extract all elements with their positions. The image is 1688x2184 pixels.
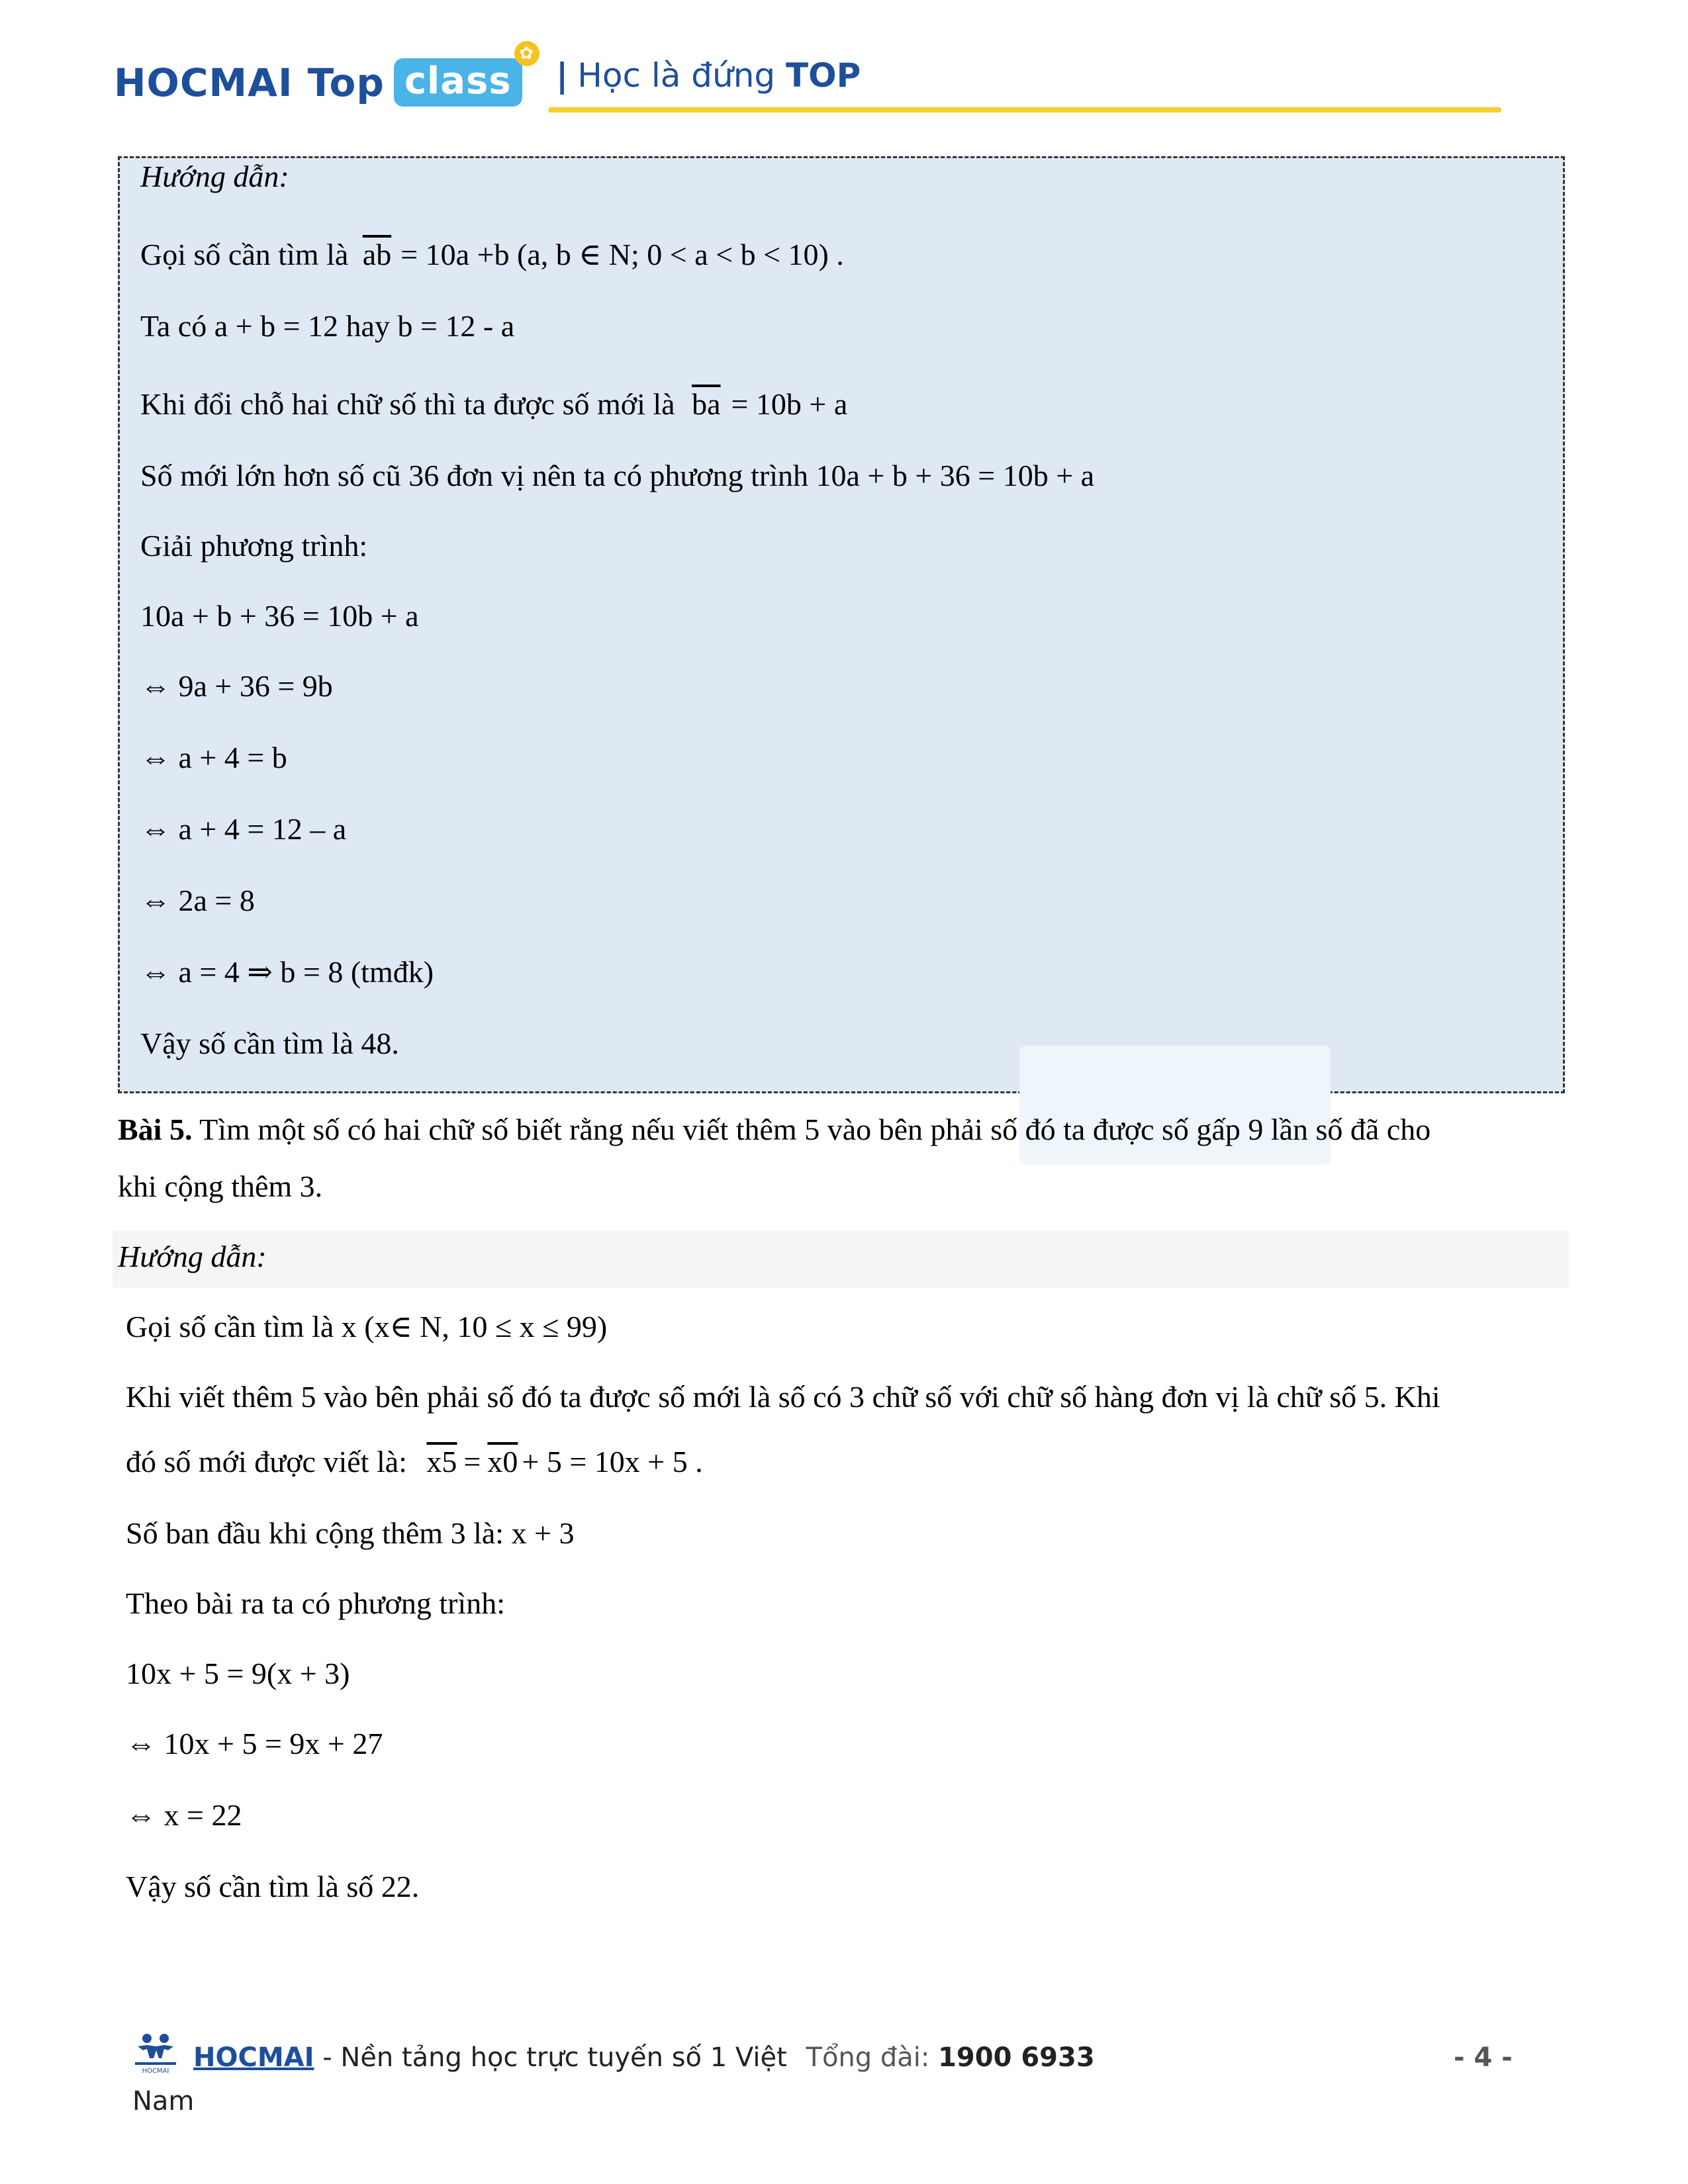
solution-line-2: Ta có a + b = 12 hay b = 12 - a [140,309,515,343]
solution-line-7: ⇔ 9a + 36 = 9b [140,669,333,703]
logo-class-text: class [404,60,512,103]
p5-line-1: Gọi số cần tìm là x (x∈ N, 10 ≤ x ≤ 99) [126,1310,608,1343]
problem-text: Tìm một số có hai chữ số biết rằng nếu viết thêm 5 vào bên phải số đó ta được số gấp 9 lần số đã cho [199,1113,1431,1146]
p5-line-3 [126,1447,703,1477]
p5-line-4: Số ban đầu khi cộng thêm 3 là: x + 3 [126,1516,575,1550]
solution-line-9: ⇔ a + 4 = 12 – a [140,812,347,846]
footer-line-2: Nam [132,2086,195,2116]
solution-line-11: ⇔ a = 4 ⇒ b = 8 (tmđk) [140,955,434,989]
hint-title-5: Hướng dẫn: [118,1240,267,1273]
problem-5-line-2: khi cộng thêm 3. [118,1169,323,1203]
p5-line-7: ⇔ 10x + 5 = 9x + 27 [126,1727,383,1760]
header-tagline [556,56,861,95]
star-icon: ✿ [514,41,539,66]
footer-line [193,2042,1095,2073]
overline-ba: $\overline{ba}$ [692,387,721,421]
header-underline [548,107,1501,113]
solution-line-1 [140,240,844,270]
text: = [463,1445,481,1479]
solution-line-5: Giải phương trình: [140,529,368,563]
problem-5-line-1 [118,1115,1430,1145]
problem-label: Bài 5. [118,1113,193,1146]
text: đó số mới được viết là: [126,1445,407,1479]
overline-x0: x0 [487,1445,518,1479]
solution-line-3 [140,389,847,420]
p5-line-9: Vậy số cần tìm là số 22. [126,1870,420,1903]
divider-bar: | [556,56,569,95]
text: Khi đổi chỗ hai chữ số thì ta được số mới là [140,387,675,421]
overline-ab: $\overline{ab}$ [362,238,392,271]
tagline-highlight: TOP [786,56,861,95]
logo-top-text: Top [307,60,385,105]
p5-line-6: 10x + 5 = 9(x + 3) [126,1657,350,1690]
tagline-prefix: Học là đứng [577,56,776,95]
text: Gọi số cần tìm là [140,238,349,271]
logo-class-badge [394,44,535,107]
text: + 5 = 10x + 5 . [522,1445,703,1479]
hotline-number: 1900 6933 [938,2042,1095,2073]
text: = 10b + a [731,387,848,421]
text: = 10a +b (a, b ∈ N; 0 < a < b < 10) . [400,238,844,271]
p5-line-8: ⇔ x = 22 [126,1798,242,1832]
solution-line-8: ⇔ a + 4 = b [140,741,287,774]
hint-title-band [113,1231,1569,1288]
page-number: - 4 - [1454,2042,1513,2073]
hocmai-topclass-logo [114,44,535,107]
logo-main-text: HOCMAI [114,60,293,105]
watermark [1019,1046,1331,1165]
p5-line-5: Theo bài ra ta có phương trình: [126,1586,505,1620]
solution-line-6: 10a + b + 36 = 10b + a [140,599,419,633]
hotline-label: Tổng đài: [806,2042,930,2073]
hocmai-people-icon [132,2032,179,2075]
icon-label: HOCMAI [142,2068,169,2075]
p5-line-2: Khi viết thêm 5 vào bên phải số đó ta được số mới là số có 3 chữ số với chữ số hàng đơn vị là chữ số 5. Khi [126,1380,1440,1414]
overline-x5: x5 [426,1445,457,1479]
footer-text: - Nền tảng học trực tuyến số 1 Việt [322,2042,787,2073]
solution-line-4: Số mới lớn hơn số cũ 36 đơn vị nên ta có phương trình 10a + b + 36 = 10b + a [140,459,1095,492]
solution-line-10: ⇔ 2a = 8 [140,884,255,917]
solution-line-12: Vậy số cần tìm là 48. [140,1026,399,1060]
footer-brand-link[interactable]: HOCMAI [193,2042,314,2073]
hint-title: Hướng dẫn: [140,159,289,193]
